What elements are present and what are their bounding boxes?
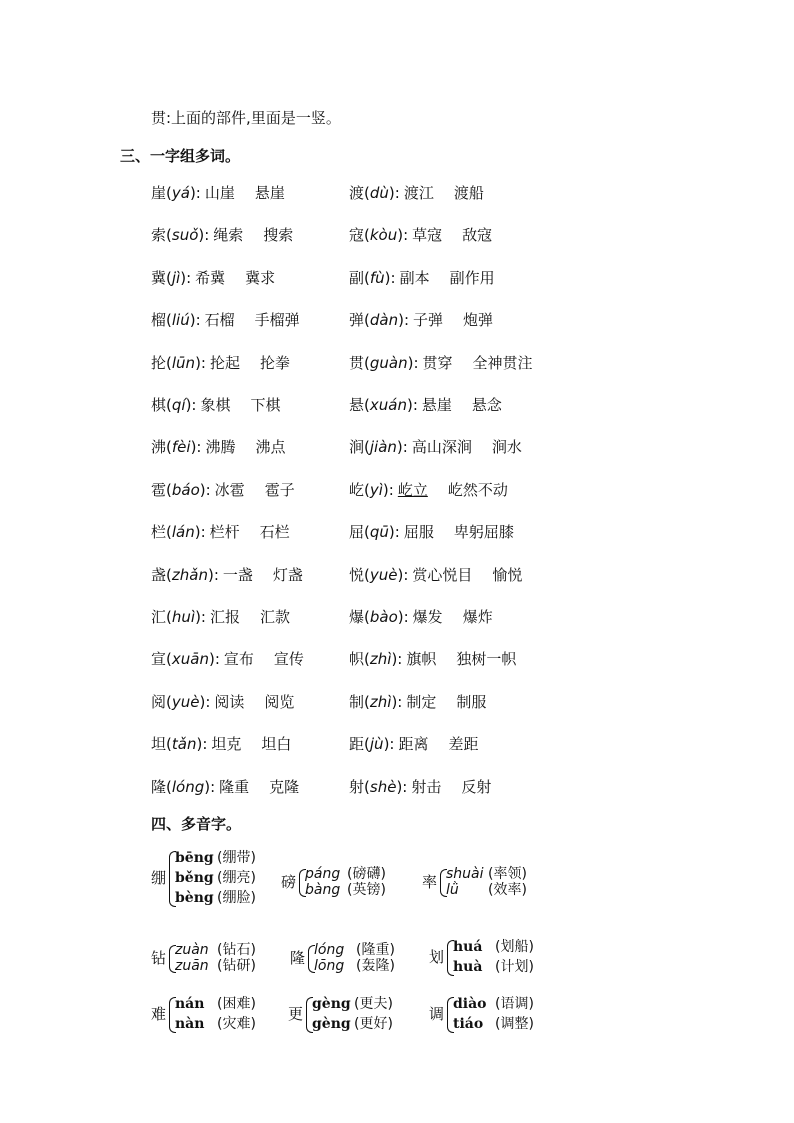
word-char: 榴	[151, 311, 167, 329]
word-group	[349, 565, 522, 585]
polyphone-word: (更夫)	[354, 996, 393, 1012]
section-3-title: 三、一字组多词。	[120, 147, 241, 165]
word-example-2: 反射	[461, 778, 492, 796]
word-example-1: 贯穿	[422, 354, 453, 372]
word-pinyin: yuè	[369, 566, 398, 584]
word-example-2: 沸点	[255, 438, 286, 456]
word-example-2: 愉悦	[492, 566, 523, 584]
paren: ):	[195, 608, 206, 626]
paren: (	[166, 438, 172, 456]
paren: ):	[397, 566, 409, 584]
paren: (	[364, 650, 370, 668]
polyphone-group	[290, 942, 420, 974]
word-char: 涧	[349, 438, 365, 456]
polyphone-word: (绷脸)	[217, 890, 256, 906]
paren: (	[166, 396, 172, 414]
word-example-1: 沸腾	[205, 438, 236, 456]
word-char: 雹	[151, 481, 167, 499]
polyphone-word: (绷亮)	[217, 870, 256, 886]
word-example-2: 爆炸	[462, 608, 493, 626]
word-pinyin: lóng	[171, 778, 205, 796]
polyphone-word: (效率)	[488, 882, 527, 898]
polyphone-reading: lōng	[314, 958, 345, 974]
word-group	[349, 480, 508, 500]
word-char: 索	[151, 226, 167, 244]
word-group	[151, 310, 300, 330]
word-group	[349, 225, 492, 245]
word-example-1: 汇报	[209, 608, 240, 626]
paren: ):	[195, 354, 206, 372]
polyphone-option	[312, 994, 393, 1014]
paren: (	[166, 778, 172, 796]
paren: (	[166, 269, 172, 287]
polyphone-group	[151, 942, 281, 974]
paren: ):	[190, 438, 202, 456]
polyphone-word: (调整)	[495, 1016, 534, 1032]
polyphone-reading: tiáo	[453, 1016, 484, 1032]
paren: ):	[180, 269, 192, 287]
polyphone-reading: běng	[175, 870, 214, 886]
word-group	[151, 777, 299, 797]
word-pinyin: liú	[171, 311, 190, 329]
word-pinyin: qí	[171, 396, 186, 414]
word-example-2: 灯盏	[272, 566, 303, 584]
polyphone-word: (绷带)	[217, 850, 256, 866]
word-char: 射	[349, 778, 365, 796]
word-group	[349, 777, 491, 797]
word-pinyin: lūn	[171, 354, 196, 372]
word-pinyin: lán	[171, 523, 195, 541]
word-char: 悦	[349, 566, 365, 584]
word-example-1: 隆重	[219, 778, 250, 796]
paren: (	[166, 354, 172, 372]
polyphone-char: 划	[429, 948, 445, 966]
word-example-1: 爆发	[412, 608, 443, 626]
section-4-title: 四、多音字。	[151, 815, 242, 833]
paren: (	[364, 226, 370, 244]
word-example-2: 克隆	[269, 778, 300, 796]
polyphone-reading: nán	[175, 996, 205, 1012]
intro-line: 贯:上面的部件,里面是一竖。	[151, 109, 341, 127]
word-example-1: 渡江	[403, 184, 434, 202]
word-group	[349, 734, 479, 754]
word-char: 贯	[349, 354, 365, 372]
word-pinyin: dàn	[369, 311, 399, 329]
word-group	[349, 310, 493, 330]
polyphone-word: (轰隆)	[356, 958, 395, 974]
word-char: 汇	[151, 608, 167, 626]
polyphone-char: 更	[288, 1005, 304, 1023]
word-group	[349, 649, 516, 669]
paren: (	[364, 311, 370, 329]
polyphone-word: (英镑)	[347, 882, 386, 898]
word-example-1: 副本	[399, 269, 430, 287]
word-group	[151, 225, 293, 245]
paren: (	[166, 735, 172, 753]
polyphone-option	[446, 866, 527, 882]
polyphone-group	[151, 848, 281, 908]
word-group	[151, 183, 285, 203]
polyphone-group	[422, 866, 552, 898]
word-pinyin: zhì	[369, 650, 392, 668]
paren: (	[364, 438, 370, 456]
word-example-1: 赏心悦目	[412, 566, 473, 584]
paren: ):	[194, 523, 206, 541]
polyphone-option	[175, 888, 256, 908]
paren: (	[364, 184, 370, 202]
word-example-2: 手榴弹	[254, 311, 300, 329]
word-group	[349, 692, 486, 712]
word-example-2: 渡船	[453, 184, 484, 202]
word-example-2: 炮弹	[463, 311, 494, 329]
word-pinyin: xuān	[171, 650, 209, 668]
polyphone-char: 难	[151, 1005, 167, 1023]
word-example-1: 制定	[406, 693, 437, 711]
word-pinyin: jì	[171, 269, 181, 287]
word-example-1: 象棋	[200, 396, 231, 414]
paren: (	[364, 481, 370, 499]
paren: (	[364, 269, 370, 287]
word-char: 弹	[349, 311, 365, 329]
word-example-1: 栏杆	[209, 523, 240, 541]
word-pinyin: fèi	[171, 438, 191, 456]
polyphone-char: 调	[429, 1005, 445, 1023]
word-char: 冀	[151, 269, 167, 287]
word-group	[151, 649, 304, 669]
word-char: 寇	[349, 226, 365, 244]
polyphone-option	[453, 1014, 534, 1034]
paren: ):	[406, 396, 418, 414]
word-char: 棋	[151, 396, 167, 414]
word-pinyin: fù	[369, 269, 385, 287]
paren: (	[364, 396, 370, 414]
word-group	[349, 437, 522, 457]
word-char: 栏	[151, 523, 167, 541]
word-example-2: 抡拳	[259, 354, 290, 372]
paren: (	[364, 735, 370, 753]
paren: ):	[397, 226, 409, 244]
word-example-2: 搜索	[263, 226, 294, 244]
word-example-1: 山崖	[204, 184, 235, 202]
word-pinyin: yá	[171, 184, 190, 202]
word-char: 坦	[151, 735, 167, 753]
word-pinyin: jù	[369, 735, 384, 753]
polyphone-option	[175, 848, 256, 868]
polyphone-word: (语调)	[495, 996, 534, 1012]
polyphone-option	[175, 868, 256, 888]
word-group	[151, 437, 286, 457]
word-example-1: 石榴	[204, 311, 235, 329]
polyphone-word: (更好)	[354, 1016, 393, 1032]
word-pinyin: kòu	[369, 226, 398, 244]
word-group	[151, 522, 290, 542]
polyphone-word: (划船)	[495, 939, 534, 955]
polyphone-word: (困难)	[217, 996, 256, 1012]
paren: ):	[396, 778, 408, 796]
word-pinyin: dù	[369, 184, 389, 202]
word-group	[151, 734, 291, 754]
word-char: 距	[349, 735, 365, 753]
polyphone-reading: bàng	[305, 882, 341, 898]
polyphone-word: (磅礴)	[347, 866, 386, 882]
word-example-2: 敌寇	[462, 226, 493, 244]
word-example-2: 悬念	[471, 396, 502, 414]
word-char: 抡	[151, 354, 167, 372]
word-example-2: 下棋	[250, 396, 281, 414]
word-char: 宣	[151, 650, 167, 668]
word-example-2: 全神贯注	[472, 354, 533, 372]
polyphone-char: 钻	[151, 949, 167, 967]
polyphone-reading: zuàn	[175, 942, 209, 958]
paren: ):	[196, 735, 208, 753]
polyphone-group	[429, 994, 559, 1034]
word-pinyin: zhì	[369, 693, 392, 711]
paren: ):	[189, 184, 201, 202]
paren: (	[364, 608, 370, 626]
polyphone-option	[453, 994, 534, 1014]
word-char: 沸	[151, 438, 167, 456]
word-group	[151, 480, 295, 500]
word-group	[349, 268, 495, 288]
paren: (	[166, 311, 172, 329]
paren: (	[166, 650, 172, 668]
word-example-1: 高山深涧	[411, 438, 472, 456]
polyphone-option	[314, 942, 395, 958]
paren: (	[166, 481, 172, 499]
paren: ):	[391, 650, 403, 668]
polyphone-reading: diào	[453, 996, 487, 1012]
polyphone-group	[281, 866, 411, 898]
polyphone-char: 率	[422, 873, 438, 891]
paren: ):	[397, 608, 409, 626]
word-example-1: 屹立	[397, 481, 428, 499]
paren: (	[166, 184, 172, 202]
polyphone-option	[305, 866, 386, 882]
word-example-1: 旗帜	[406, 650, 437, 668]
word-example-2: 涧水	[491, 438, 522, 456]
polyphone-reading: lóng	[314, 942, 345, 958]
polyphone-group	[429, 937, 559, 977]
paren: (	[166, 226, 172, 244]
word-pinyin: suǒ	[171, 226, 199, 244]
word-pinyin: yuè	[171, 693, 200, 711]
polyphone-reading: huà	[453, 959, 483, 975]
polyphone-reading: gèng	[312, 996, 351, 1012]
word-char: 悬	[349, 396, 365, 414]
word-example-1: 悬崖	[421, 396, 452, 414]
paren: ):	[384, 269, 396, 287]
polyphone-word: (钻石)	[217, 942, 256, 958]
paren: (	[364, 354, 370, 372]
polyphone-option	[446, 882, 527, 898]
word-char: 爆	[349, 608, 365, 626]
word-example-2: 卑躬屈膝	[453, 523, 514, 541]
polyphone-option	[314, 958, 395, 974]
word-group	[151, 268, 275, 288]
word-group	[349, 522, 514, 542]
paren: (	[364, 566, 370, 584]
paren: ):	[204, 778, 216, 796]
paren: ):	[185, 396, 197, 414]
word-example-1: 抡起	[209, 354, 240, 372]
word-pinyin: guàn	[369, 354, 408, 372]
word-group	[151, 565, 303, 585]
word-group	[151, 395, 281, 415]
paren: ):	[383, 735, 395, 753]
polyphone-group	[151, 994, 281, 1034]
paren: ):	[382, 481, 394, 499]
word-char: 制	[349, 693, 365, 711]
word-pinyin: zhǎn	[171, 566, 208, 584]
polyphone-word: (率领)	[488, 866, 527, 882]
word-char: 副	[349, 269, 365, 287]
word-example-1: 屈服	[403, 523, 434, 541]
paren: (	[364, 693, 370, 711]
polyphone-option	[175, 994, 256, 1014]
polyphone-reading: zuān	[175, 958, 209, 974]
polyphone-word: (隆重)	[356, 942, 395, 958]
word-group	[349, 353, 533, 373]
word-example-2: 阅览	[264, 693, 295, 711]
word-char: 隆	[151, 778, 167, 796]
word-example-2: 副作用	[449, 269, 495, 287]
polyphone-reading: gèng	[312, 1016, 351, 1032]
word-group	[349, 395, 502, 415]
word-char: 屹	[349, 481, 365, 499]
word-pinyin: jiàn	[369, 438, 397, 456]
word-example-1: 冰雹	[214, 481, 245, 499]
paren: ):	[388, 523, 400, 541]
word-example-1: 草寇	[412, 226, 443, 244]
word-example-1: 射击	[411, 778, 442, 796]
word-example-1: 希冀	[195, 269, 226, 287]
paren: (	[166, 566, 172, 584]
word-pinyin: bào	[369, 608, 398, 626]
paren: (	[364, 523, 370, 541]
paren: ):	[207, 566, 219, 584]
polyphone-reading: nàn	[175, 1016, 205, 1032]
polyphone-option	[453, 937, 534, 957]
polyphone-char: 磅	[281, 873, 297, 891]
paren: (	[166, 693, 172, 711]
polyphone-reading: lǜ	[446, 882, 459, 898]
word-pinyin: xuán	[369, 396, 407, 414]
word-example-2: 宣传	[273, 650, 304, 668]
polyphone-group	[288, 994, 418, 1034]
word-example-2: 冀求	[245, 269, 276, 287]
word-example-2: 雹子	[264, 481, 295, 499]
word-group	[349, 183, 484, 203]
word-char: 帜	[349, 650, 365, 668]
polyphone-option	[312, 1014, 393, 1034]
paren: (	[364, 778, 370, 796]
polyphone-reading: bēng	[175, 850, 214, 866]
word-example-2: 独树一帜	[456, 650, 517, 668]
word-example-2: 坦白	[261, 735, 292, 753]
polyphone-char: 隆	[290, 949, 306, 967]
word-pinyin: tǎn	[171, 735, 197, 753]
word-example-2: 石栏	[259, 523, 290, 541]
paren: ):	[189, 311, 201, 329]
paren: (	[166, 523, 172, 541]
polyphone-word: (计划)	[495, 959, 534, 975]
polyphone-reading: shuài	[446, 866, 484, 882]
word-pinyin: qū	[369, 523, 389, 541]
polyphone-option	[175, 942, 256, 958]
word-example-1: 绳索	[213, 226, 244, 244]
polyphone-word: (灾难)	[217, 1016, 256, 1032]
polyphone-option	[305, 882, 386, 898]
word-char: 渡	[349, 184, 365, 202]
paren: ):	[198, 226, 210, 244]
paren: ):	[208, 650, 220, 668]
word-example-2: 制服	[456, 693, 487, 711]
word-example-1: 一盏	[222, 566, 253, 584]
word-example-2: 屹然不动	[447, 481, 508, 499]
word-group	[151, 353, 290, 373]
polyphone-reading: bèng	[175, 890, 214, 906]
word-char: 阅	[151, 693, 167, 711]
word-char: 屈	[349, 523, 365, 541]
word-example-2: 差距	[448, 735, 479, 753]
paren: ):	[199, 481, 211, 499]
word-char: 崖	[151, 184, 167, 202]
word-example-1: 子弹	[413, 311, 444, 329]
paren: ):	[199, 693, 211, 711]
word-example-1: 宣布	[223, 650, 254, 668]
paren: ):	[396, 438, 408, 456]
polyphone-reading: páng	[305, 866, 341, 882]
paren: ):	[407, 354, 419, 372]
word-example-2: 悬崖	[254, 184, 285, 202]
word-group	[151, 607, 290, 627]
word-example-1: 坦克	[211, 735, 242, 753]
word-pinyin: báo	[171, 481, 200, 499]
polyphone-option	[175, 958, 256, 974]
word-char: 盏	[151, 566, 167, 584]
word-pinyin: huì	[171, 608, 196, 626]
polyphone-reading: huá	[453, 939, 483, 955]
paren: ):	[398, 311, 410, 329]
polyphone-word: (钻研)	[217, 958, 256, 974]
polyphone-option	[453, 957, 534, 977]
polyphone-option	[175, 1014, 256, 1034]
word-pinyin: yì	[369, 481, 383, 499]
word-example-1: 距离	[398, 735, 429, 753]
paren: ):	[388, 184, 400, 202]
word-example-1: 阅读	[214, 693, 245, 711]
word-group	[151, 692, 294, 712]
word-group	[349, 607, 493, 627]
polyphone-char: 绷	[151, 869, 167, 887]
paren: ):	[391, 693, 403, 711]
word-example-2: 汇款	[259, 608, 290, 626]
word-pinyin: shè	[369, 778, 397, 796]
paren: (	[166, 608, 172, 626]
